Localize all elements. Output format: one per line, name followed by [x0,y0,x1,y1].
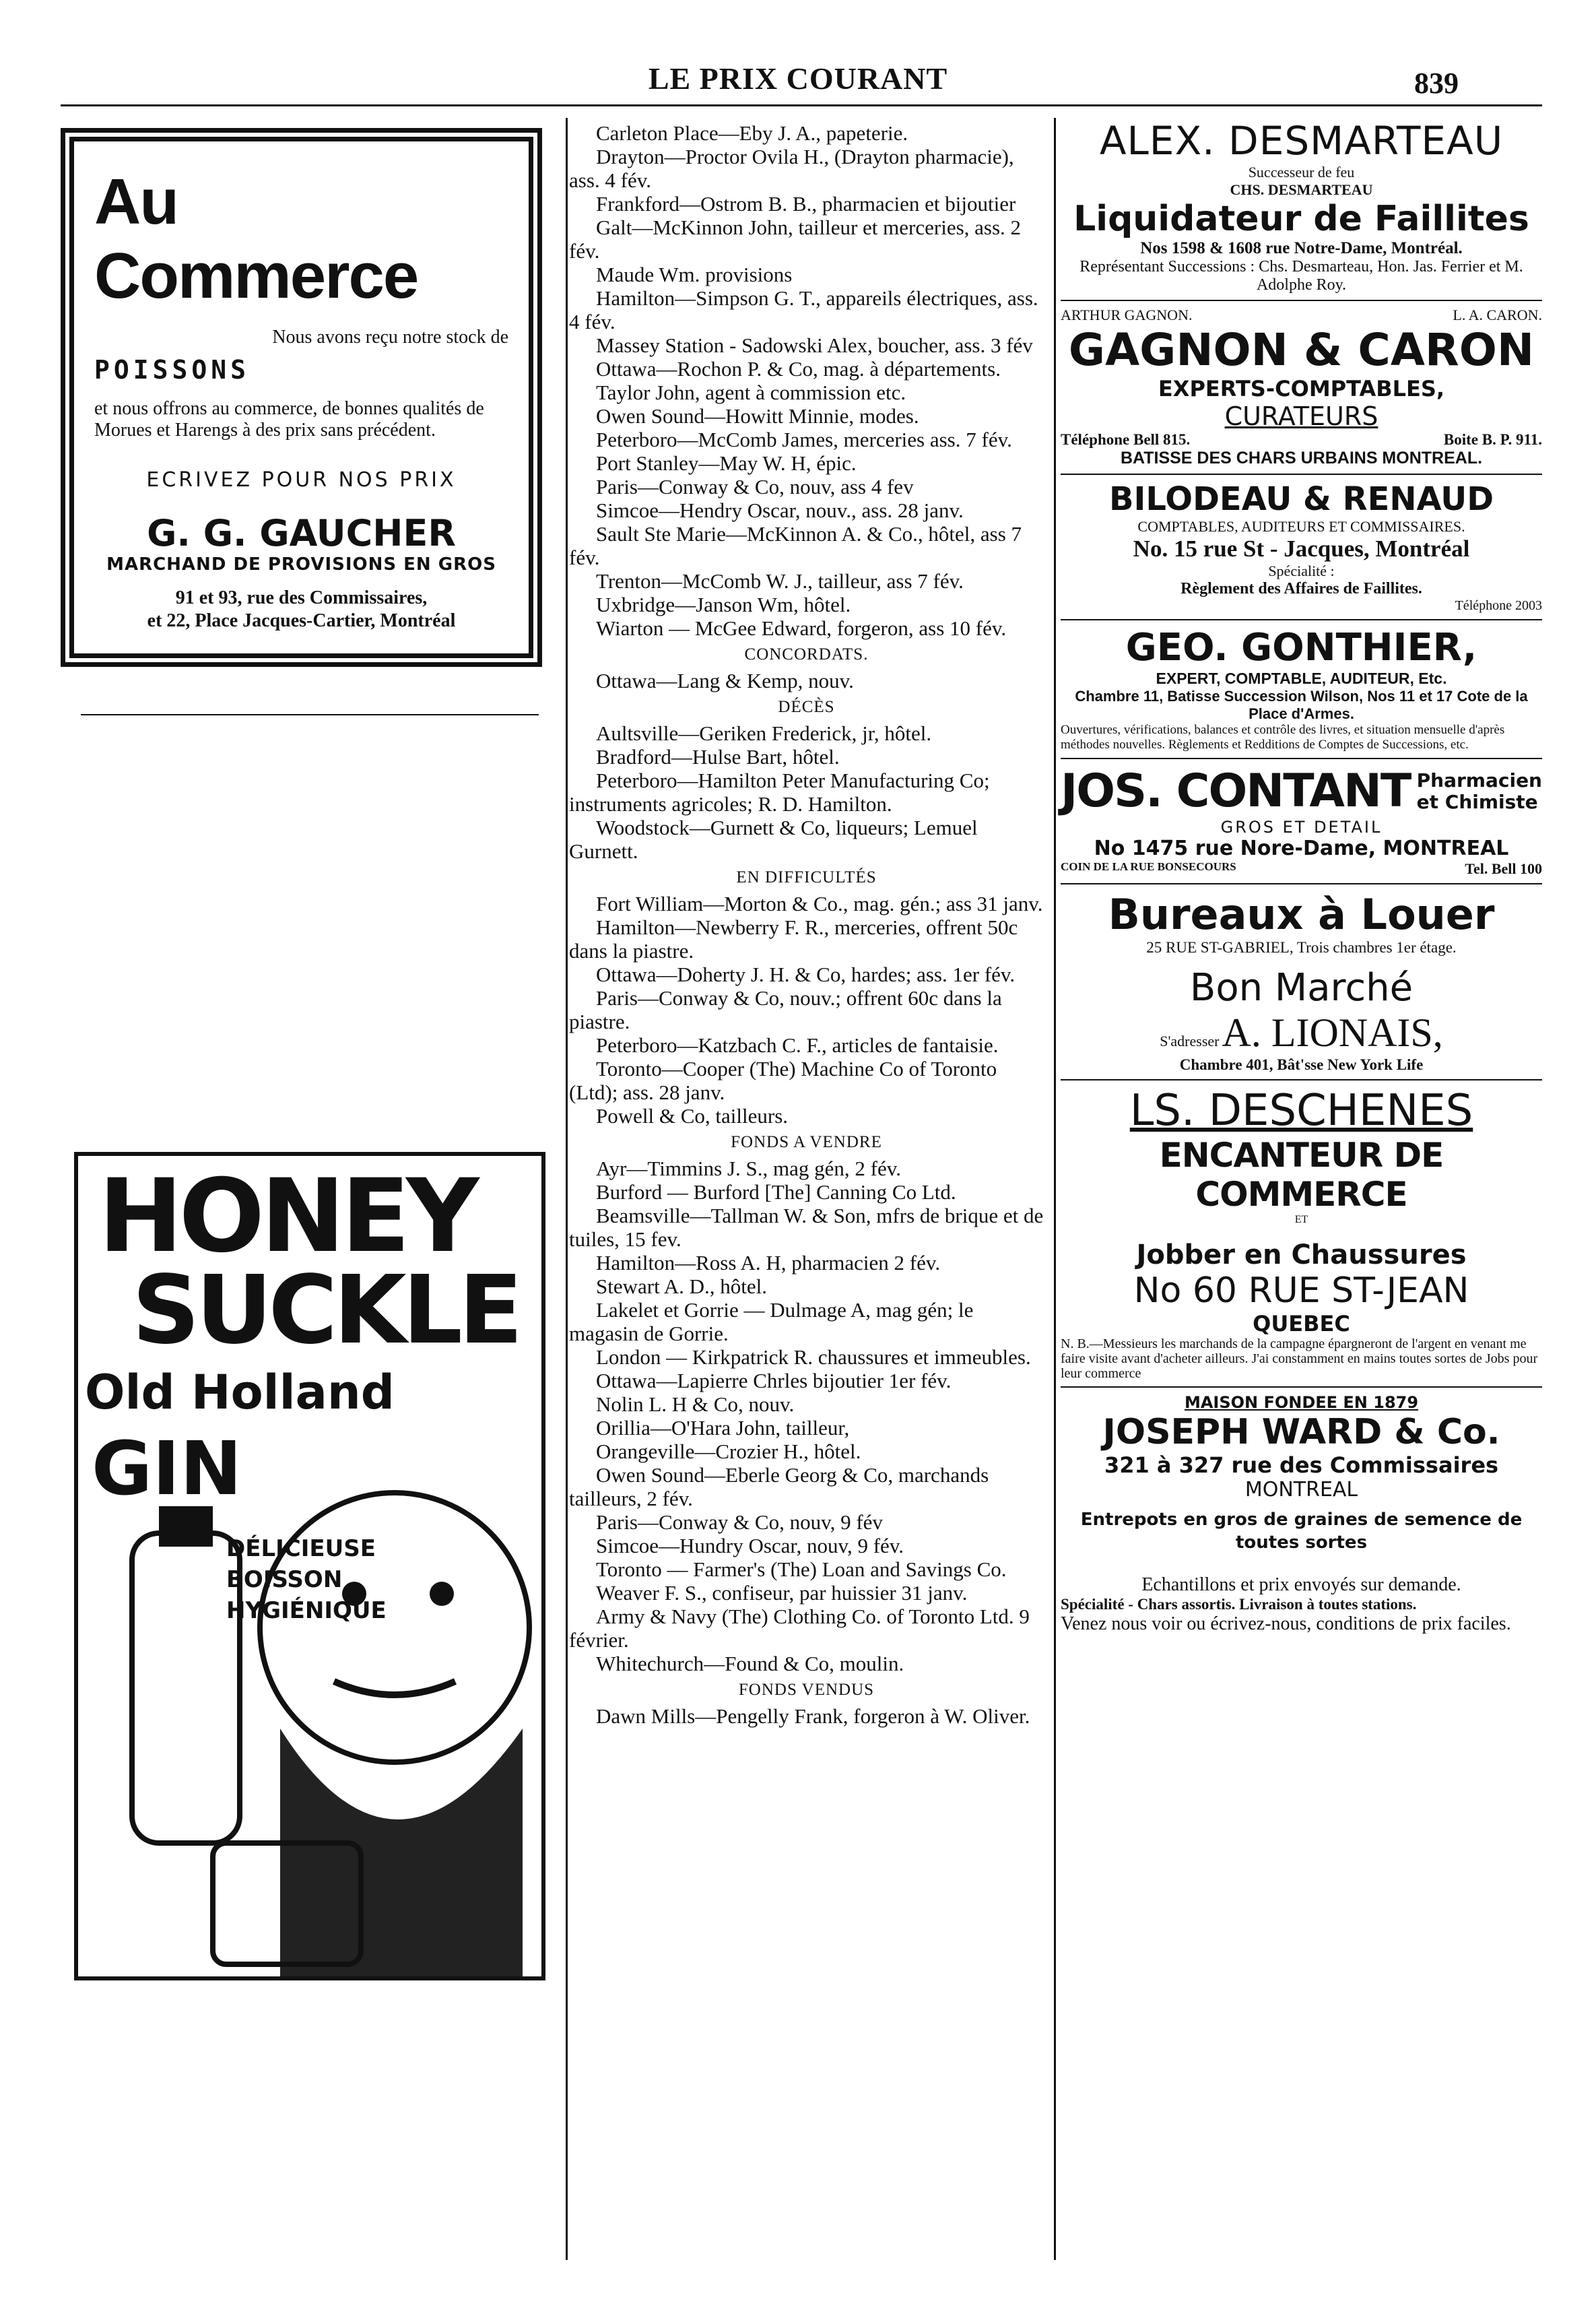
ad-title: LS. DESCHENES [1129,1086,1473,1136]
ad-subtitle: COMPTABLES, AUDITEURS ET COMMISSAIRES. [1137,518,1465,535]
ad-name: L. A. CARON. [1453,306,1542,323]
bureaux-ad [1061,890,1542,1074]
divider [1061,883,1542,884]
ad-text: Nous avons reçu notre stock de [272,327,508,348]
ad-address: Chambre 11, Batisse Succession Wilson, Nos 11 et 17 Cote de la Place d'Armes. [1075,688,1528,722]
listing-entry: Owen Sound—Eberle Georg & Co, marchands tailleurs, 2 fév. [569,1463,989,1510]
listing-entry: Hamilton—Ross A. H, pharmacien 2 fév. [596,1251,941,1274]
ad-text: Spécialité : [1268,562,1335,579]
ad-text: COIN DE LA RUE BONSECOURS [1061,860,1236,873]
listing-entry: Orillia—O'Hara John, tailleur, [596,1416,850,1440]
ad-title: JOS. CONTANT [1061,765,1411,818]
listing-entry: London — Kirkpatrick R. chaussures et immeubles. [596,1345,1031,1369]
honey-suckle-gin-advertisement [74,1152,545,1980]
divider [1061,758,1542,759]
au-commerce-advertisement [61,128,542,667]
label-line: DÉLICIEUSE [226,1535,376,1562]
listing-entry: Ayr—Timmins J. S., mag gén, 2 fév. [596,1157,901,1180]
ad-text: Venez nous voir ou écrivez-nous, conditions de prix faciles. [1061,1613,1511,1634]
ad-text: et nous offrons au commerce, de bonnes qualités de Morues et Harengs à des prix sans précédent. [94,398,484,441]
listing-entry: Ottawa—Lang & Kemp, nouv. [596,669,854,692]
ad-text: ET [1294,1214,1308,1225]
listing-entry: Uxbridge—Janson Wm, hôtel. [596,593,851,616]
ad-text: MAISON FONDEE EN 1879 [1184,1393,1419,1412]
ad-address: No. 15 rue St - Jacques, Montréal [1133,536,1470,562]
ad-text: Ouvertures, vérifications, balances et contrôle des livres, et situation mensuelle d'après méthodes nouvelles. Règlements et Redditions de Comptes de Successions, etc. [1061,723,1505,752]
listing-entry: Stewart A. D., hôtel. [596,1274,767,1298]
suckle-title: SUCKLE [132,1256,519,1365]
ad-text: S'adresser [1160,1033,1220,1050]
honey-title: HONEY [98,1158,475,1275]
listing-entry: Peterboro—Katzbach C. F., articles de fantaisie. [596,1033,999,1057]
ad-contact [1061,1010,1542,1056]
listing-entry: Fort William—Morton & Co., mag. gén.; ass 31 janv. [596,892,1043,915]
listing-entry: Galt—McKinnon John, tailleur et merceries, ass. 2 fév. [569,216,1022,263]
joseph-ward-ad [1061,1393,1542,1635]
listing-entry: Burford — Burford [The] Canning Co Ltd. [596,1180,956,1204]
listing-entry: Paris—Conway & Co, nouv.; offrent 60c dans la piastre. [569,986,1002,1033]
divider [1061,1079,1542,1080]
listing-entry: Weaver F. S., confiseur, par huissier 31 janv. [596,1581,968,1605]
ad-title: BILODEAU & RENAUD [1108,480,1494,518]
listing-entry: Nolin L. H & Co, nouv. [596,1392,795,1416]
listing-entry: Ottawa—Rochon P. & Co, mag. à départements. [596,357,1001,381]
listing-entry: Orangeville—Crozier H., hôtel. [596,1440,861,1463]
entry-group [569,669,1044,692]
ad-title: GEO. GONTHIER, [1125,626,1477,670]
ad-phone: Téléphone Bell 815. [1061,431,1191,448]
ad-names [1061,306,1542,324]
page-number: 839 [1414,67,1459,100]
ad-subtitle: EXPERT, COMPTABLE, AUDITEUR, Etc. [1156,670,1447,687]
listing-entry: Dawn Mills—Pengelly Frank, forgeron à W. Oliver. [596,1704,1030,1728]
section-heading-fonds-vendus: FONDS VENDUS [738,1681,875,1699]
listing-entry: Ottawa—Lapierre Chrles bijoutier 1er fév. [596,1369,952,1392]
ad-address: No 1475 rue Nore-Dame, MONTREAL [1094,837,1509,860]
entry-group [569,721,1044,863]
ad-company-subtitle: MARCHAND DE PROVISIONS EN GROS [106,554,496,575]
listing-entry: Simcoe—Hundry Oscar, nouv, 9 fév. [596,1534,904,1557]
bilodeau-renaud-ad [1061,480,1542,614]
divider [1061,619,1542,620]
page-header-title: LE PRIX COURANT [648,61,948,96]
ad-address [94,587,508,633]
ad-subtitle: Bon Marché [1189,966,1414,1010]
label-line: BOISSON [226,1566,343,1593]
listing-entry: Army & Navy (The) Clothing Co. of Toronto Ltd. 9 février. [569,1605,1030,1652]
gonthier-ad [1061,626,1542,752]
gagnon-caron-ad [1061,306,1542,468]
listing-entry: Toronto — Farmer's (The) Loan and Savings Co. [596,1557,1007,1581]
ad-text: Successeur de feu [1248,164,1355,181]
listing-entry: Frankford—Ostrom B. B., pharmacien et bijoutier [596,192,1016,216]
listing-entry: Ottawa—Doherty J. H. & Co, hardes; ass. 1er fév. [596,963,1016,986]
ad-address: BATISSE DES CHARS URBAINS MONTREAL. [1120,449,1483,467]
section-heading-fonds-a-vendre: FONDS A VENDRE [731,1133,882,1151]
section-heading-deces: DÉCÈS [778,698,835,716]
ad-address: 321 à 327 rue des Commissaires [1104,1452,1499,1478]
label-line: HYGIÉNIQUE [226,1597,387,1624]
listing-entry: Aultsville—Geriken Frederick, jr, hôtel. [596,721,932,745]
listing-entry: Drayton—Proctor Ovila H., (Drayton pharmacie), ass. 4 fév. [569,145,1014,192]
ad-city: MONTREAL [1244,1478,1358,1502]
ad-address-line: et 22, Place Jacques-Cartier, Montréal [147,610,456,631]
ad-address-line: 91 et 93, rue des Commissaires, [175,587,428,608]
ad-subtitle-line: et Chimiste [1416,790,1538,813]
listing-entry: Hamilton—Simpson G. T., appareils électriques, ass. 4 fév. [569,286,1038,333]
contant-ad [1061,765,1542,878]
ad-subtitle-line: Pharmacien [1416,769,1542,792]
ad-name: ARTHUR GAGNON. [1061,306,1193,323]
ad-address: Chambre 401, Bât'sse New York Life [1179,1056,1424,1073]
ad-text: Spécialité - Chars assortis. Livraison à toutes stations. [1061,1596,1417,1613]
section-heading-concordats: CONCORDATS. [744,645,869,664]
divider [81,714,539,715]
ad-title: JOSEPH WARD & Co. [1102,1412,1500,1452]
listing-entry: Taylor John, agent à commission etc. [596,381,906,404]
listing-entry: Peterboro—McComb James, merceries ass. 7 fév. [596,428,1012,451]
ad-text: Règlement des Affaires de Faillites. [1181,580,1422,598]
entry-group [569,1704,1044,1728]
ad-text: Jobber en Chaussures [1136,1239,1467,1270]
ad-title-row [1061,765,1542,818]
ad-company-name: G. G. GAUCHER [147,512,456,554]
listing-entry: Woodstock—Gurnett & Co, liqueurs; Lemuel Gurnett. [569,816,978,863]
listing-entry: Paris—Conway & Co, nouv, 9 fév [596,1510,883,1534]
listing-entry: Peterboro—Hamilton Peter Manufacturing Co; instruments agricoles; R. D. Hamilton. [569,769,990,816]
entry-group [569,121,1044,640]
divider [1061,300,1542,301]
ad-city: QUEBEC [1253,1311,1350,1336]
ad-title: ALEX. DESMARTEAU [1099,118,1504,164]
desmarteau-ad [1061,118,1542,294]
ad-text: Représentant Successions : Chs. Desmarteau, Hon. Jas. Ferrier et M. Adolphe Roy. [1079,258,1523,294]
header-rule [61,104,1542,106]
ad-name: A. LIONAIS, [1222,1010,1443,1055]
listing-entry: Whitechurch—Found & Co, moulin. [596,1652,904,1675]
ad-address: 25 RUE ST-GABRIEL, Trois chambres 1er étage. [1146,939,1457,956]
ad-ecrivez: ECRIVEZ POUR NOS PRIX [146,468,457,492]
ad-title: Au Commerce [94,166,418,312]
ad-phone: Téléphone 2003 [1455,598,1542,613]
ad-text: CHS. DESMARTEAU [1230,181,1373,198]
gin-text: GIN [92,1425,242,1512]
ad-subtitle: ENCANTEUR DE COMMERCE [1159,1136,1444,1214]
ad-contact [1061,860,1542,878]
listing-entry: Lakelet et Gorrie — Dulmage A, mag gén; le magasin de Gorrie. [569,1298,974,1345]
listing-entry: Sault Ste Marie—McKinnon A. & Co., hôtel, ass 7 fév. [569,522,1022,569]
listing-entry: Trenton—McComb W. J., tailleur, ass 7 fév. [596,569,964,593]
entry-group [569,1157,1044,1675]
ad-subtitle: CURATEURS [1224,401,1378,431]
listing-entry: Wiarton — McGee Edward, forgeron, ass 10 fév. [596,616,1007,640]
listing-entry: Powell & Co, tailleurs. [596,1104,789,1128]
ad-text: Entrepots en gros de graines de semence de toutes sortes [1080,1510,1523,1553]
deschenes-ad [1061,1086,1542,1381]
ad-phone: Tel. Bell 100 [1465,860,1542,877]
listing-entry: Massey Station - Sadowski Alex, boucher, ass. 3 fév [596,333,1033,357]
old-holland-text: Old Holland [85,1365,395,1420]
ad-title: GAGNON & CARON [1068,324,1535,376]
ad-subtitle [1417,770,1542,813]
advertisements-column [1061,118,1542,1635]
listings-column [569,121,1044,1728]
column-divider [1054,118,1056,2260]
listing-entry: Simcoe—Hendry Oscar, nouv., ass. 28 janv. [596,498,964,522]
ad-address: No 60 RUE ST-JEAN [1133,1270,1469,1311]
listing-entry: Port Stanley—May W. H, épic. [596,451,857,475]
listing-entry: Toronto—Cooper (The) Machine Co of Toronto (Ltd); ass. 28 janv. [569,1057,997,1104]
listing-entry: Bradford—Hulse Bart, hôtel. [596,745,840,769]
bottle-label [226,1533,387,1626]
listing-entry: Paris—Conway & Co, nouv, ass 4 fev [596,475,914,498]
listing-entry: Beamsville—Tallman W. & Son, mfrs de brique et de tuiles, 15 fev. [569,1204,1044,1251]
ad-text: GROS ET DETAIL [1220,818,1383,837]
entry-group [569,892,1044,1128]
listing-entry: Owen Sound—Howitt Minnie, modes. [596,404,919,428]
listing-entry: Hamilton—Newberry F. R., merceries, offrent 50c dans la piastre. [569,915,1018,963]
listing-entry: Maude Wm. provisions [596,263,793,286]
ad-text: N. B.—Messieurs les marchands de la campagne épargneront de l'argent en venant me faire visite avant d'acheter ailleurs. J'ai constamment en mains toutes sortes de Jobs pour leur commerce [1061,1336,1538,1381]
divider [1061,1386,1542,1388]
listing-entry: Carleton Place—Eby J. A., papeterie. [596,121,908,145]
ad-title: Bureaux à Louer [1108,890,1495,939]
ad-subtitle: EXPERTS-COMPTABLES, [1158,376,1445,401]
column-divider [566,118,568,2260]
ad-text: Echantillons et prix envoyés sur demande. [1141,1574,1461,1595]
ad-contact [1061,431,1542,449]
ad-box: Boite B. P. 911. [1443,431,1542,448]
ad-subtitle: Liquidateur de Faillites [1073,199,1529,239]
ad-address: Nos 1598 & 1608 rue Notre-Dame, Montréal. [1140,239,1463,257]
section-heading-difficultes: EN DIFFICULTÉS [736,868,877,886]
ad-poissons: POISSONS [94,355,251,385]
divider [1061,474,1542,475]
